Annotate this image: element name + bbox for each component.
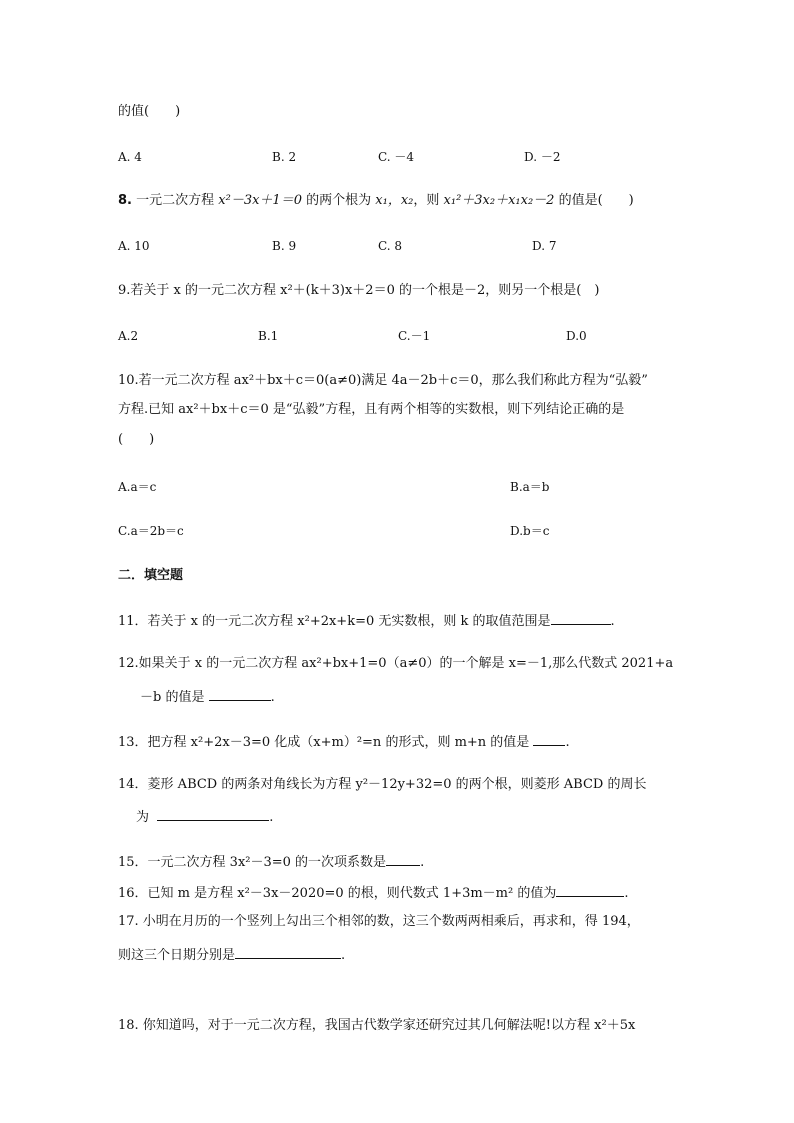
q7-tail: 的值( ) [118,104,181,119]
q10-line-1: 10.若一元二次方程 ax²＋bx＋c＝0(a≠0)满足 4a－2b＋c＝0，那么我们称此方程为“弘毅” [118,373,648,388]
q10-line-2: 方程.已知 ax²＋bx＋c＝0 是“弘毅”方程，且有两个相等的实数根，则下列结论正确的是 [118,402,625,417]
q10-option-c: C.a＝2b＝c [118,524,184,538]
q8-option-b: B. 9 [272,239,297,253]
q13-period: . [565,735,570,750]
q9-option-b: B.1 [258,329,279,343]
q12-answer-blank[interactable] [209,687,271,701]
q8-option-c: C. 8 [378,239,403,253]
q9-option-c: C.－1 [398,329,431,343]
q15-text: 15．一元二次方程 3x²－3=0 的一次项系数是 [118,855,387,870]
q14-line-2 [136,807,273,827]
q11-question [118,611,615,631]
q8-text-3: ，则 [413,193,440,208]
q17-period: . [341,948,346,963]
q7-option-a: A. 4 [118,150,142,164]
q17-answer-blank[interactable] [235,945,341,959]
q11-period: . [610,614,615,629]
q13-question [118,732,570,752]
q8-roots: x₁，x₂ [375,193,414,208]
q12-text: －b 的值是 [140,690,205,705]
q8-equation: x²－3x＋1＝0 [218,193,302,208]
q10-line-3: ( ) [118,432,155,447]
q16-question [118,883,629,903]
q7-option-b: B. 2 [272,150,297,164]
q8-number: 8. [118,193,132,208]
q7-option-c: C. －4 [378,150,415,164]
q17-line-1: 17. 小明在月历的一个竖列上勾出三个相邻的数，这三个数两两相乘后，再求和，得 194， [118,914,640,929]
q9-question: 9.若关于 x 的一元二次方程 x²＋(k＋3)x＋2＝0 的一个根是－2，则另一个根是( ) [118,283,600,298]
q15-period: . [420,855,425,870]
q10-option-b: B.a＝b [510,480,550,494]
q9-option-a: A.2 [118,329,139,343]
q14-text: 为 [136,810,150,825]
q18-line-1: 18. 你知道吗，对于一元二次方程，我国古代数学家还研究过其几何解法呢!以方程 x²＋5x [118,1018,636,1033]
q16-period: . [624,886,629,901]
q12-line-1: 12.如果关于 x 的一元二次方程 ax²+bx+1=0（a≠0）的一个解是 x=－1,那么代数式 2021+a [118,656,674,671]
q8-option-a: A. 10 [118,239,150,253]
q17-text: 则这三个日期分别是 [118,948,236,963]
q15-answer-blank[interactable] [386,852,420,866]
q11-answer-blank[interactable] [551,611,611,625]
q8-question [118,192,634,210]
q8-option-d: D. 7 [532,239,557,253]
q13-answer-blank[interactable] [533,732,565,746]
q10-option-d: D.b＝c [510,524,550,538]
q10-option-a: A.a＝c [118,480,157,494]
q15-question [118,852,424,872]
q14-period: . [269,810,274,825]
q16-answer-blank[interactable] [556,883,624,897]
q16-text: 16．已知 m 是方程 x²－3x－2020=0 的根，则代数式 1+3m－m² 的值为 [118,886,557,901]
q8-text-4: 的值是( ) [558,193,634,208]
section-heading: 二．填空题 [118,568,184,583]
q7-option-d: D. －2 [524,150,561,164]
q11-text: 11．若关于 x 的一元二次方程 x²+2x+k=0 无实数根，则 k 的取值范围是 [118,614,551,629]
q13-text: 13．把方程 x²+2x－3=0 化成（x+m）²=n 的形式，则 m+n 的值是 [118,735,530,750]
q14-line-1: 14．菱形 ABCD 的两条对角线长为方程 y²－12y+32=0 的两个根，则菱形 ABCD 的周长 [118,777,647,792]
q9-option-d: D.0 [566,329,587,343]
q8-text-2: 的两个根为 [306,193,372,208]
q8-text-1: 一元二次方程 [136,193,215,208]
q12-line-2 [140,687,275,707]
q17-line-2 [118,945,345,965]
q8-expression: x₁²＋3x₂＋x₁x₂－2 [443,193,555,208]
q14-answer-blank[interactable] [157,807,269,821]
q12-period: . [270,690,275,705]
